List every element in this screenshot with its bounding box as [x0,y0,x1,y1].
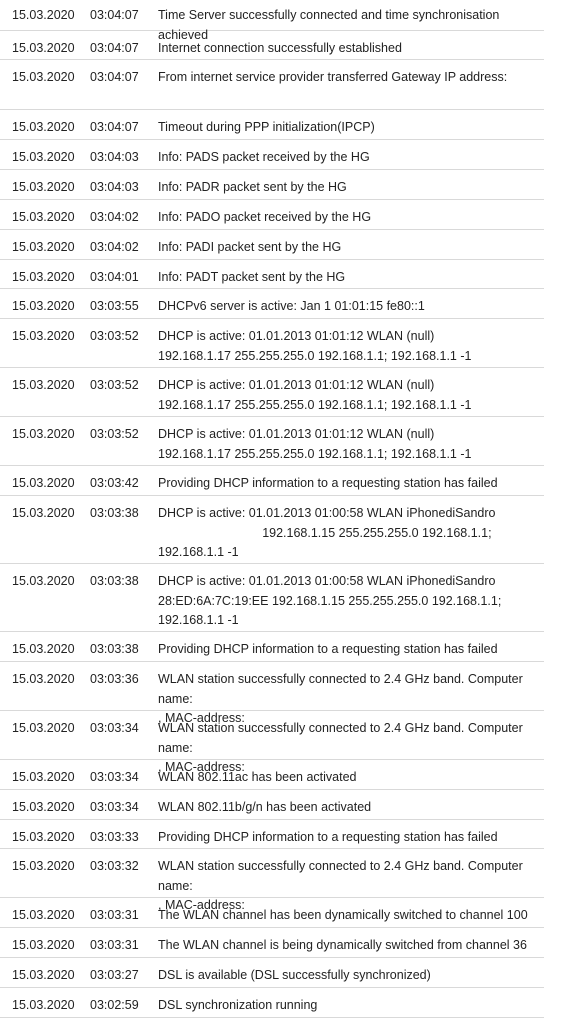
log-row [0,368,544,417]
log-date: 15.03.2020 [12,830,75,844]
log-date: 15.03.2020 [12,859,75,873]
log-message: Timeout during PPP initialization(IPCP) [158,120,375,134]
log-message: Info: PADS packet received by the HG [158,150,370,164]
log-date: 15.03.2020 [12,998,75,1012]
log-row [0,200,544,230]
log-message: Providing DHCP information to a requesting station has failed [158,830,498,844]
log-message: The WLAN channel is being dynamically switched from channel 36 [158,938,527,952]
log-time: 03:04:02 [90,210,139,224]
log-message: WLAN 802.11ac has been activated [158,770,357,784]
log-row [0,564,544,632]
log-message: DHCP is active: 01.01.2013 01:01:12 WLAN (null) 192.168.1.17 255.255.255.0 192.168.1.1; 192.168.1.1 -1 [158,329,472,363]
log-time: 03:03:36 [90,672,139,686]
log-date: 15.03.2020 [12,41,75,55]
log-date: 15.03.2020 [12,642,75,656]
log-time: 03:03:42 [90,476,139,490]
log-row [0,0,544,42]
log-message: DHCP is active: 01.01.2013 01:01:12 WLAN (null) 192.168.1.17 255.255.255.0 192.168.1.1; 192.168.1.1 -1 [158,378,472,412]
log-row [0,140,544,170]
log-date: 15.03.2020 [12,240,75,254]
log-time: 03:04:03 [90,180,139,194]
log-date: 15.03.2020 [12,770,75,784]
log-date: 15.03.2020 [12,908,75,922]
log-date: 15.03.2020 [12,800,75,814]
log-time: 03:03:52 [90,427,139,441]
log-row [0,466,544,496]
log-row [0,110,544,140]
log-row [0,170,544,200]
log-date: 15.03.2020 [12,270,75,284]
log-time: 03:03:34 [90,800,139,814]
log-row [0,958,544,988]
log-date: 15.03.2020 [12,299,75,313]
log-message: Info: PADT packet sent by the HG [158,270,346,284]
log-message: DSL is available (DSL successfully synchronized) [158,968,431,982]
log-row [0,60,544,110]
log-message: Providing DHCP information to a requesting station has failed [158,476,498,490]
log-row [0,319,544,368]
log-row [0,820,544,849]
log-time: 03:03:34 [90,770,139,784]
log-row [0,790,544,820]
log-date: 15.03.2020 [12,672,75,686]
log-time: 03:03:27 [90,968,139,982]
log-date: 15.03.2020 [12,210,75,224]
log-date: 15.03.2020 [12,378,75,392]
log-row [0,988,544,1018]
log-row [0,496,544,564]
log-row [0,928,544,958]
log-row [0,711,544,774]
log-message: Info: PADI packet sent by the HG [158,240,342,254]
log-time: 03:03:52 [90,329,139,343]
log-time: 03:04:02 [90,240,139,254]
log-message: Providing DHCP information to a requesting station has failed [158,642,498,656]
log-row [0,289,544,319]
log-time: 03:03:52 [90,378,139,392]
log-time: 03:04:07 [90,120,139,134]
log-time: 03:03:55 [90,299,139,313]
log-time: 03:03:31 [90,908,139,922]
log-time: 03:03:34 [90,721,139,735]
log-time: 03:04:07 [90,41,139,55]
log-time: 03:04:07 [90,70,139,84]
log-date: 15.03.2020 [12,506,75,520]
log-time: 03:04:01 [90,270,139,284]
log-message: DHCP is active: 01.01.2013 01:00:58 WLAN iPhonediSandro 28:ED:6A:7C:19:EE 192.168.1.15 255.255.255.0 192.168.1.1; 192.168.1.1 -1 [158,574,502,627]
log-message: The WLAN channel has been dynamically switched to channel 100 [158,908,528,922]
log-date: 15.03.2020 [12,476,75,490]
log-message: DHCPv6 server is active: Jan 1 01:01:15 fe80::1 [158,299,425,313]
log-row [0,632,544,662]
log-message: From internet service provider transferred Gateway IP address: [158,70,508,84]
log-date: 15.03.2020 [12,70,75,84]
log-row [0,417,544,466]
log-message: WLAN station successfully connected to 2.4 GHz band. Computer name: , MAC-address: [158,721,523,774]
log-message: WLAN station successfully connected to 2.4 GHz band. Computer name: , MAC-address: [158,859,523,912]
log-date: 15.03.2020 [12,938,75,952]
log-message: Internet connection successfully established [158,41,402,55]
log-message: Time Server successfully connected and time synchronisation achieved [158,8,503,42]
log-time: 03:02:59 [90,998,139,1012]
log-message: DHCP is active: 01.01.2013 01:01:12 WLAN (null) 192.168.1.17 255.255.255.0 192.168.1.1; 192.168.1.1 -1 [158,427,472,461]
log-time: 03:03:38 [90,574,139,588]
log-date: 15.03.2020 [12,180,75,194]
log-time: 03:03:31 [90,938,139,952]
log-row [0,260,544,289]
log-time: 03:03:32 [90,859,139,873]
log-time: 03:03:38 [90,642,139,656]
log-date: 15.03.2020 [12,968,75,982]
log-time: 03:04:07 [90,8,139,22]
log-date: 15.03.2020 [12,120,75,134]
log-row [0,230,544,260]
log-date: 15.03.2020 [12,427,75,441]
log-message: WLAN station successfully connected to 2.4 GHz band. Computer name: , MAC-address: [158,672,523,725]
log-message: Info: PADR packet sent by the HG [158,180,347,194]
log-date: 15.03.2020 [12,150,75,164]
log-message: Info: PADO packet received by the HG [158,210,372,224]
log-row [0,662,544,725]
log-time: 03:03:38 [90,506,139,520]
log-date: 15.03.2020 [12,329,75,343]
log-date: 15.03.2020 [12,574,75,588]
log-row [0,849,544,912]
log-message: WLAN 802.11b/g/n has been activated [158,800,372,814]
log-date: 15.03.2020 [12,721,75,735]
log-message: DHCP is active: 01.01.2013 01:00:58 WLAN iPhonediSandro 192.168.1.15 255.255.255.0 192.168.1.1; 192.168.1.1 -1 [158,506,496,559]
log-time: 03:03:33 [90,830,139,844]
log-date: 15.03.2020 [12,8,75,22]
log-message: DSL synchronization running [158,998,318,1012]
log-time: 03:04:03 [90,150,139,164]
